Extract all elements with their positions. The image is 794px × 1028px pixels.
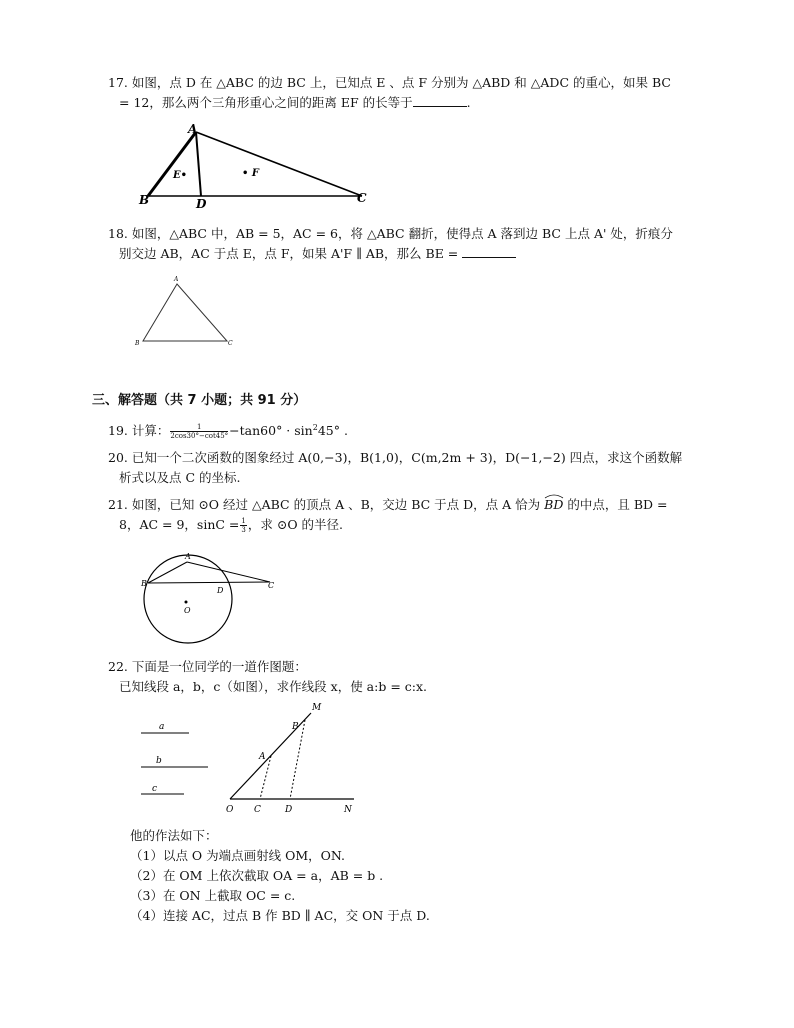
q19-frac-numerator: 1 — [170, 423, 228, 432]
q21-label-C: C — [268, 581, 275, 590]
q22-method — [130, 826, 710, 926]
q21-fraction — [240, 517, 246, 534]
q22-label-O: O — [226, 805, 234, 815]
q18-line1: 18. 如图，△ABC 中，AB = 5，AC = 6，将 △ABC 翻折，使得点 A 落到边 BC 上点 A' 处，折痕分 — [108, 226, 673, 241]
q21-label-A: A — [185, 552, 191, 561]
q21-label-D: D — [217, 586, 224, 595]
q17-line2-end: . — [466, 95, 471, 110]
q22-method-title: 他的作法如下： — [130, 828, 218, 843]
q22-label-c: c — [152, 784, 158, 794]
q22-line1: 22. 下面是一位同学的一道作图题： — [108, 659, 307, 674]
question-18 — [108, 224, 708, 264]
q21-line2-b: ，求 ⊙O 的半径. — [247, 517, 344, 532]
q21-label-B: B — [141, 579, 147, 588]
q18-label-C: C — [228, 340, 233, 347]
q22-label-a: a — [159, 722, 165, 732]
q21-line1-b: 的中点，且 BD = — [567, 497, 668, 512]
q19-frac-denominator: 2cos30°−cot45° — [170, 432, 229, 441]
q22-label-A: A — [259, 752, 266, 762]
q21-frac-numerator: 1 — [241, 517, 246, 525]
question-20 — [108, 448, 708, 488]
q22-label-B: B — [292, 722, 299, 732]
question-21 — [108, 495, 708, 535]
q17-label-B: B — [139, 193, 150, 207]
q22-label-N: N — [344, 805, 352, 815]
q22-step-4: （4）连接 AC，过点 B 作 BD ∥ AC，交 ON 于点 D. — [130, 908, 430, 923]
q21-line1 — [108, 495, 708, 515]
q18-figure — [130, 272, 240, 352]
question-19 — [108, 418, 708, 441]
q22-label-M: M — [312, 703, 322, 713]
question-22 — [108, 657, 708, 697]
q18-label-A: A — [174, 276, 179, 283]
q19-line — [108, 418, 708, 441]
q18-label-B: B — [135, 340, 140, 347]
q17-label-E: E• — [173, 170, 188, 181]
q21-line2-a: 8，AC = 9，sinC = — [119, 517, 240, 532]
q19-tail: 45° . — [317, 423, 348, 439]
q22-label-D: D — [285, 805, 293, 815]
q21-label-O: O — [184, 606, 191, 615]
q22-line2: 已知线段 a，b，c（如图），求作线段 x，使 a:b = c:x. — [119, 679, 427, 694]
q22-step-1: （1）以点 O 为端点画射线 OM，ON. — [130, 848, 346, 863]
q17-label-F: • F — [242, 168, 259, 179]
q18-line2 — [108, 244, 708, 264]
q21-arc-label: BD — [544, 497, 564, 512]
q18-line2-text: 别交边 AB，AC 于点 E，点 F，如果 A'F ∥ AB，那么 BE = — [119, 246, 459, 261]
q17-figure — [138, 124, 378, 214]
q20-line2: 析式以及点 C 的坐标. — [119, 470, 241, 485]
q19-superscript: 2 — [312, 423, 318, 432]
q22-label-b: b — [156, 756, 162, 766]
q22-label-C: C — [254, 805, 261, 815]
q17-label-D: D — [196, 197, 207, 211]
q22-step-3: （3）在 ON 上截取 OC = c. — [130, 888, 296, 903]
q21-frac-denominator: 3 — [241, 526, 246, 534]
q17-line2-text: = 12，那么两个三角形重心之间的距离 EF 的长等于 — [119, 95, 413, 110]
q17-line2 — [108, 93, 708, 113]
q22-figure — [136, 700, 376, 820]
q17-line1: 17. 如图，点 D 在 △ABC 的边 BC 上，已知点 E 、点 F 分别为 △ABD 和 △ADC 的重心，如果 BC — [108, 75, 671, 90]
q17-label-A: A — [188, 122, 198, 136]
q18-answer-blank — [462, 245, 516, 258]
q21-figure — [138, 548, 288, 648]
q19-fraction — [170, 423, 228, 440]
q22-step-2: （2）在 OM 上依次截取 OA = a，AB = b . — [130, 868, 384, 883]
q20-line1: 20. 已知一个二次函数的图象经过 A(0,−3)，B(1,0)，C(m,2m + 3)，D(−1,−2) 四点，求这个函数解 — [108, 450, 683, 465]
q21-line2 — [108, 515, 708, 535]
q17-label-C: C — [357, 191, 367, 205]
q19-prefix: 19. 计算： — [108, 423, 170, 439]
q17-answer-blank — [413, 94, 467, 107]
section-3-heading: 三、解答题（共 7 小题；共 91 分） — [92, 393, 307, 408]
q19-rest: −tan60° · sin — [229, 423, 313, 439]
q21-line1-a: 21. 如图，已知 ⊙O 经过 △ABC 的顶点 A 、B，交边 BC 于点 D，点 A 恰为 — [108, 497, 541, 512]
q21-arc-bd — [544, 495, 563, 515]
question-17 — [108, 73, 708, 113]
